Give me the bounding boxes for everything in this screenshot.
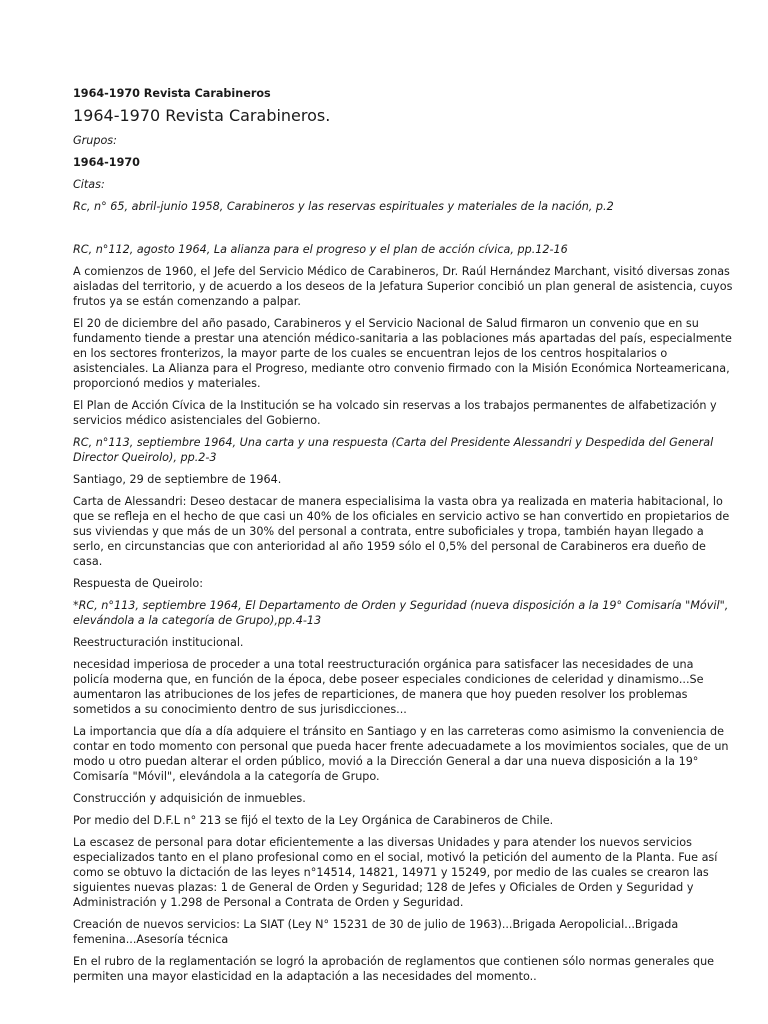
paragraph: El Plan de Acción Cívica de la Institución se ha volcado sin reservas a los trabajos permanentes de alfabetización y servicios médico asistenciales del Gobierno. xyxy=(73,399,717,427)
document-page xyxy=(73,86,733,991)
paragraph: Respuesta de Queirolo: xyxy=(73,577,204,590)
grupos-value: 1964-1970 xyxy=(73,156,140,169)
paragraph: Construcción y adquisición de inmuebles. xyxy=(73,792,306,805)
citation: *RC, n°113, septiembre 1964, El Departamento de Orden y Seguridad (nueva disposición a la 19° Comisaría "Móvil", elevándola a la categoría de Grupo),pp.4-13 xyxy=(73,599,729,627)
grupos-label: Grupos: xyxy=(73,134,117,147)
paragraph: A comienzos de 1960, el Jefe del Servicio Médico de Carabineros, Dr. Raúl Hernández Marchant, visitó diversas zonas aisladas del territorio, y de acuerdo a los deseos de la Jefatura Superior concibió un plan general de asistencia, cuyos frutos ya se están comenzando a palpar. xyxy=(73,265,733,308)
citas-label: Citas: xyxy=(73,178,105,191)
paragraph: La importancia que día a día adquiere el tránsito en Santiago y en las carreteras como asimismo la conveniencia de contar en todo momento con personal que pueda hacer frente adecuadamete a los movimientos sociales, que de un modo u otro puedan alterar el orden público, movió a la Dirección General a dar una nueva disposición a la 19° Comisaría "Móvil", elevándola a la categoría de Grupo. xyxy=(73,725,729,783)
paragraph: Carta de Alessandri: Deseo destacar de manera especialisima la vasta obra ya realizada en materia habitacional, lo que se refleja en el hecho de que casi un 40% de los oficiales en servicio activo se han convertido en propietarios de sus viviendas y que más de un 30% del personal a contrata, entre suboficiales y tropa, también hayan llegado a serlo, en circunstancias que con anterioridad al año 1959 sólo el 0,5% del personal de Carabineros era dueño de casa. xyxy=(73,495,730,568)
page-title: 1964-1970 Revista Carabineros. xyxy=(73,106,331,125)
paragraph: Creación de nuevos servicios: La SIAT (Ley N° 15231 de 30 de julio de 1963)...Brigada Aeropolicial...Brigada femenina...Asesoría técnica xyxy=(73,918,679,946)
citation: RC, n°113, septiembre 1964, Una carta y una respuesta (Carta del Presidente Alessandri y Despedida del General Director Queirolo), pp.2-3 xyxy=(73,436,714,464)
blank-spacer xyxy=(73,221,733,242)
paragraph: La escasez de personal para dotar eficientemente a las diversas Unidades y para atender los nuevos servicios especializados tanto en el plano profesional como en el social, motivó la petición del aumento de la Planta. Fue así como se obtuvo la dictación de las leyes n°14514, 14821, 14971 y 15249, por medio de las cuales se crearon las siguientes nuevas plazas: 1 de General de Orden y Seguridad; 128 de Jefes y Oficiales de Orden y Seguridad y Administración y 1.298 de Personal a Contrata de Orden y Seguridad. xyxy=(73,836,718,909)
document-header-title: 1964-1970 Revista Carabineros xyxy=(73,87,271,100)
paragraph: necesidad imperiosa de proceder a una total reestructuración orgánica para satisfacer las necesidades de una policía moderna que, en función de la época, debe poseer especiales condiciones de celeridad y dinamismo...Se aumentaron las atribuciones de los jefes de reparticiones, de manera que hoy pueden resolver los problemas sometidos a su conocimiento dentro de sus jurisdicciones... xyxy=(73,658,704,716)
paragraph: Santiago, 29 de septiembre de 1964. xyxy=(73,473,282,486)
citation-1: Rc, n° 65, abril-junio 1958, Carabineros y las reservas espirituales y materiales de la nación, p.2 xyxy=(73,200,614,213)
paragraph: El 20 de diciembre del año pasado, Carabineros y el Servicio Nacional de Salud firmaron un convenio que en su fundamento tiende a prestar una atención médico-sanitaria a las poblaciones más apartadas del país, especialmente en los sectores fronterizos, la mayor parte de los cuales se encuentran lejos de los centros hospitalarios o asistenciales. La Alianza para el Progreso, mediante otro convenio firmado con la Misión Económica Norteamericana, proporcionó medios y materiales. xyxy=(73,317,732,390)
paragraph: Por medio del D.F.L n° 213 se fijó el texto de la Ley Orgánica de Carabineros de Chile. xyxy=(73,814,554,827)
paragraph: Reestructuración institucional. xyxy=(73,636,244,649)
citation: RC, n°112, agosto 1964, La alianza para el progreso y el plan de acción cívica, pp.12-16 xyxy=(73,243,568,256)
paragraph: En el rubro de la reglamentación se logró la aprobación de reglamentos que contienen sólo normas generales que permiten una mayor elasticidad en la adaptación a las necesidades del momento.. xyxy=(73,955,715,983)
